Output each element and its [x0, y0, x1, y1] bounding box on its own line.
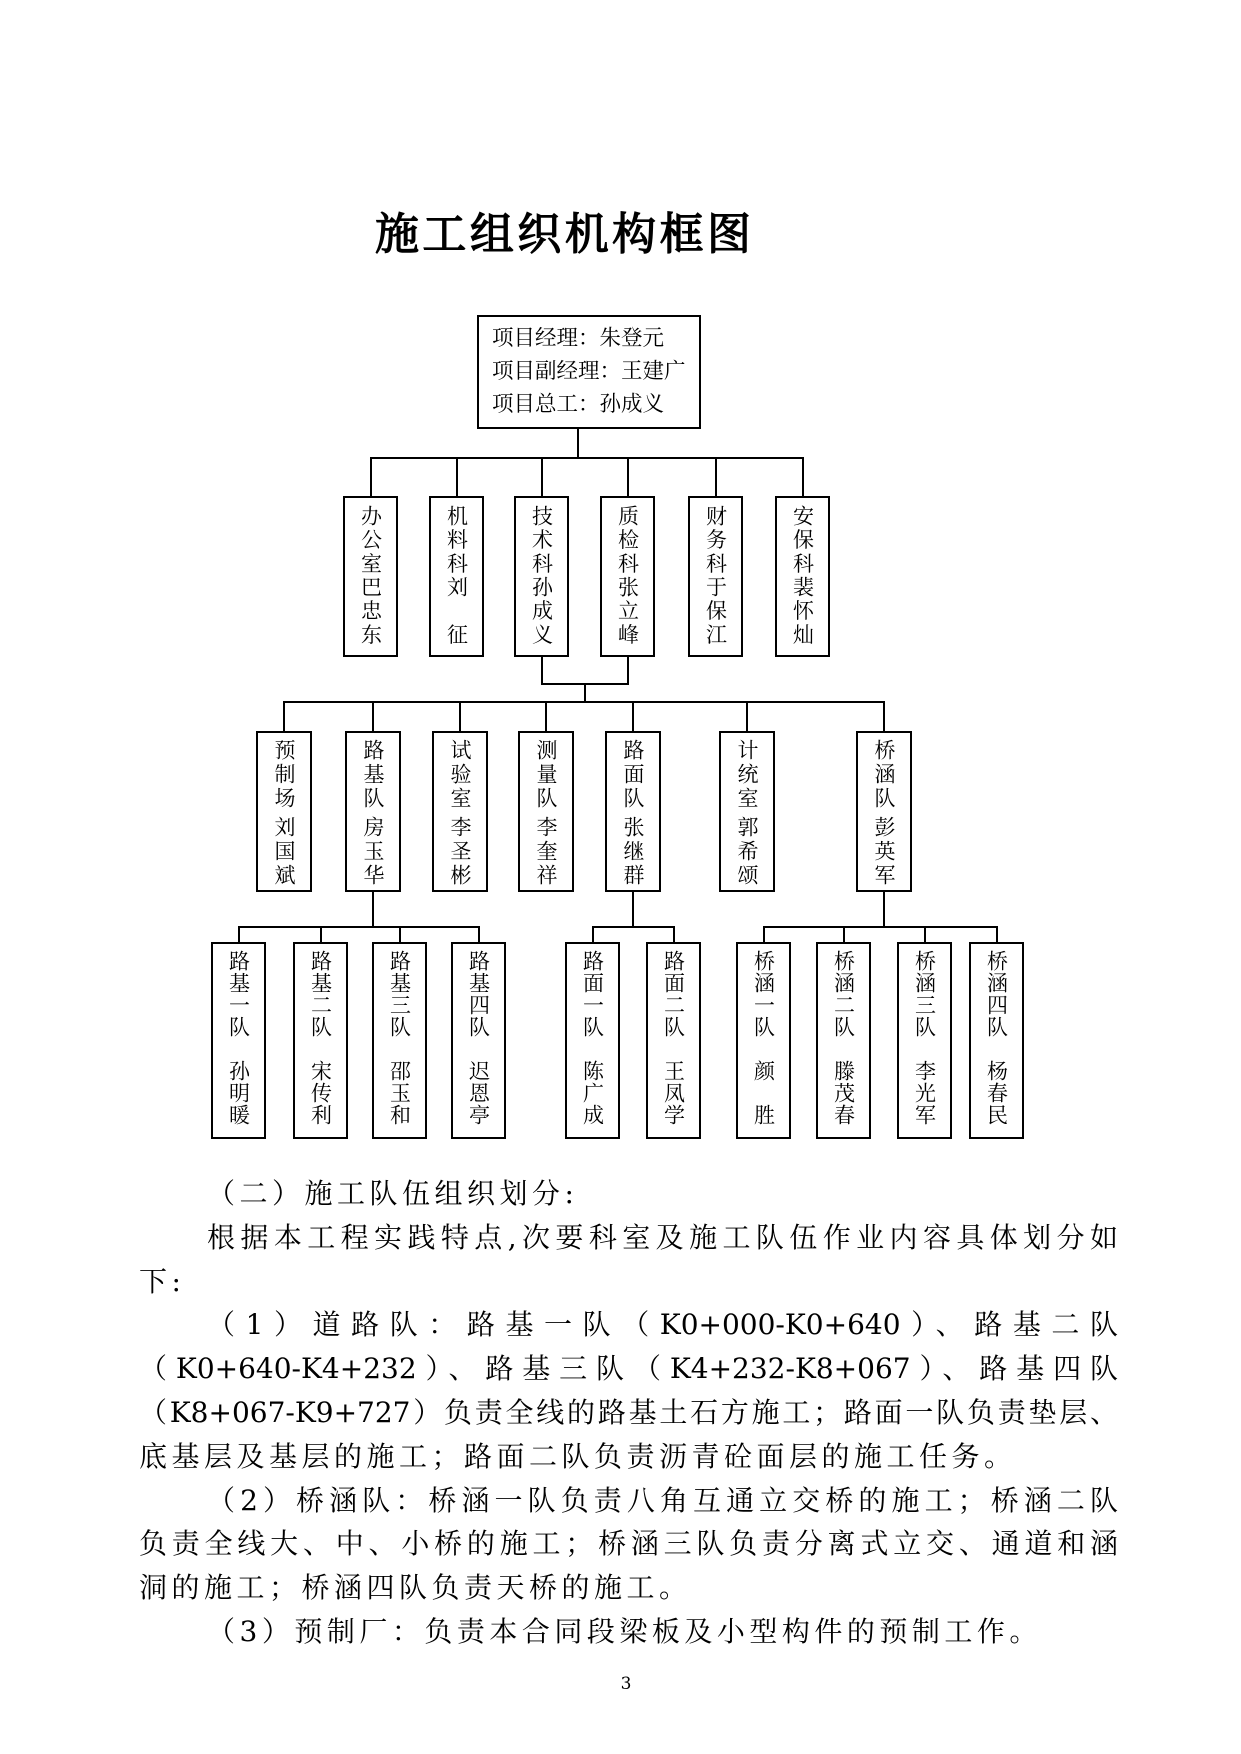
connector-line	[763, 926, 765, 942]
connector-line	[372, 701, 374, 731]
team-head-name: 李奎祥	[534, 816, 558, 888]
connector-line	[592, 926, 675, 928]
department-head-name: 张立峰	[615, 576, 640, 648]
connector-line	[478, 926, 480, 942]
deputy-project-manager: 项目副经理：王建广	[492, 359, 686, 384]
department-label: 质检科	[615, 505, 640, 577]
connector-line	[456, 457, 458, 496]
project-manager: 项目经理：朱登元	[492, 326, 665, 351]
connector-line	[632, 701, 634, 731]
connector-line	[715, 457, 717, 496]
paragraph-line: 底基层及基层的施工；路面二队负责沥青砼面层的施工任务。	[139, 1439, 1017, 1473]
connector-line	[372, 892, 374, 928]
subteam-head-name: 宋传利	[308, 1060, 333, 1126]
connector-line	[320, 926, 322, 942]
section-heading: （二）施工队伍组织划分:	[207, 1177, 579, 1210]
team-label: 测量队	[534, 739, 558, 811]
subteam-head-name: 陈广成	[580, 1060, 605, 1126]
subteam-label: 桥涵三队	[912, 950, 937, 1038]
pavement-team-box-2	[646, 942, 701, 1139]
subteam-label: 路基三队	[387, 950, 412, 1038]
connector-line	[545, 701, 547, 731]
team-head-name: 郭希颂	[735, 816, 759, 888]
pavement-team-box-1	[565, 942, 620, 1139]
connector-line	[370, 457, 804, 459]
team-box-pavement	[605, 731, 661, 892]
team-label: 试验室	[448, 739, 472, 811]
department-label: 机料科	[444, 505, 469, 577]
connector-line	[541, 457, 543, 496]
subgrade-team-box-1	[211, 942, 266, 1139]
bridge-team-box-1	[736, 942, 791, 1139]
subteam-head-name: 杨春民	[984, 1060, 1009, 1126]
department-box-finance	[688, 496, 743, 657]
connector-line	[399, 926, 401, 942]
connector-line	[238, 926, 240, 942]
management-box	[477, 315, 701, 429]
subteam-head-name: 李光军	[912, 1060, 937, 1126]
connector-line	[459, 701, 461, 731]
subteam-head-name: 滕茂春	[831, 1060, 856, 1126]
department-box-materials	[429, 496, 484, 657]
paragraph-line: （K0+640-K4+232）、路基三队（K4+232-K8+067）、路基四队	[139, 1352, 1118, 1386]
connector-line	[584, 683, 586, 703]
subteam-label: 桥涵一队	[751, 950, 776, 1038]
connector-line	[238, 926, 480, 928]
department-box-office	[343, 496, 398, 657]
team-label: 桥涵队	[872, 739, 896, 811]
connector-line	[673, 926, 675, 942]
paragraph-line: 洞的施工；桥涵四队负责天桥的施工。	[139, 1571, 692, 1605]
department-box-technical	[514, 496, 569, 657]
department-head-name: 刘 征	[444, 576, 469, 648]
connector-line	[883, 701, 885, 731]
team-box-survey	[518, 731, 574, 892]
connector-line	[843, 926, 845, 942]
subteam-head-name: 王凤学	[661, 1060, 686, 1126]
paragraph-line: 负责全线大、中、小桥的施工；桥涵三队负责分离式立交、通道和涵	[139, 1527, 1118, 1561]
team-box-subgrade	[345, 731, 401, 892]
department-head-name: 巴忠东	[358, 576, 383, 648]
paragraph-line: 根据本工程实践特点,次要科室及施工队伍作业内容具体划分如	[207, 1220, 1118, 1254]
connector-line	[996, 926, 998, 942]
paragraph-line: （K8+067-K9+727）负责全线的路基土石方施工；路面一队负责垫层、	[139, 1395, 1118, 1429]
paragraph-line: （3）预制厂：负责本合同段梁板及小型构件的预制工作。	[207, 1614, 1042, 1648]
subteam-head-name: 邵玉和	[387, 1060, 412, 1126]
team-box-bridge-culvert	[856, 731, 912, 892]
subteam-head-name: 迟恩亭	[466, 1060, 491, 1126]
team-box-laboratory	[432, 731, 488, 892]
connector-line	[924, 926, 926, 942]
team-head-name: 房玉华	[361, 816, 385, 888]
team-head-name: 彭英军	[872, 816, 896, 888]
subteam-head-name: 孙明暖	[226, 1060, 251, 1126]
subteam-head-name: 颜 胜	[751, 1060, 776, 1126]
department-head-name: 裴怀灿	[790, 576, 815, 648]
subgrade-team-box-2	[293, 942, 348, 1139]
connector-line	[632, 892, 634, 928]
department-head-name: 孙成义	[529, 576, 554, 648]
subteam-label: 桥涵四队	[984, 950, 1009, 1038]
team-label: 路基队	[361, 739, 385, 811]
connector-line	[746, 701, 748, 731]
page-number: 3	[620, 1674, 632, 1694]
subteam-label: 桥涵二队	[831, 950, 856, 1038]
subteam-label: 路基二队	[308, 950, 333, 1038]
team-head-name: 张继群	[621, 816, 645, 888]
body-text	[139, 1172, 1118, 1654]
department-label: 技术科	[529, 505, 554, 577]
subteam-label: 路基四队	[466, 950, 491, 1038]
paragraph-line: 下:	[139, 1264, 186, 1298]
team-head-name: 李圣彬	[448, 816, 472, 888]
department-box-safety	[775, 496, 830, 657]
paragraph-line: （2）桥涵队：桥涵一队负责八角互通立交桥的施工；桥涵二队	[207, 1483, 1118, 1517]
subteam-label: 路基一队	[226, 950, 251, 1038]
bridge-team-box-2	[816, 942, 871, 1139]
team-box-statistics	[719, 731, 775, 892]
page-title: 施工组织机构框图	[375, 209, 751, 260]
connector-line	[627, 457, 629, 496]
connector-line	[577, 429, 579, 459]
subgrade-team-box-4	[451, 942, 506, 1139]
department-label: 办公室	[358, 505, 383, 577]
connector-line	[763, 926, 998, 928]
paragraph-line: （1）道路队：路基一队（K0+000-K0+640）、路基二队	[207, 1308, 1118, 1342]
department-label: 安保科	[790, 505, 815, 577]
team-box-precast-yard	[256, 731, 312, 892]
connector-line	[541, 657, 543, 685]
connector-line	[283, 701, 285, 731]
bridge-team-box-4	[969, 942, 1024, 1139]
team-label: 计统室	[735, 739, 759, 811]
connector-line	[883, 892, 885, 928]
team-label: 预制场	[272, 739, 296, 811]
connector-line	[370, 457, 372, 496]
team-head-name: 刘国斌	[272, 816, 296, 888]
chief-engineer: 项目总工：孙成义	[492, 392, 665, 417]
subgrade-team-box-3	[372, 942, 427, 1139]
connector-line	[592, 926, 594, 942]
department-label: 财务科	[703, 505, 728, 577]
bridge-team-box-3	[897, 942, 952, 1139]
department-head-name: 于保江	[703, 576, 728, 648]
team-label: 路面队	[621, 739, 645, 811]
department-box-quality	[600, 496, 655, 657]
subteam-label: 路面一队	[580, 950, 605, 1038]
subteam-label: 路面二队	[661, 950, 686, 1038]
connector-line	[802, 457, 804, 496]
connector-line	[627, 657, 629, 685]
